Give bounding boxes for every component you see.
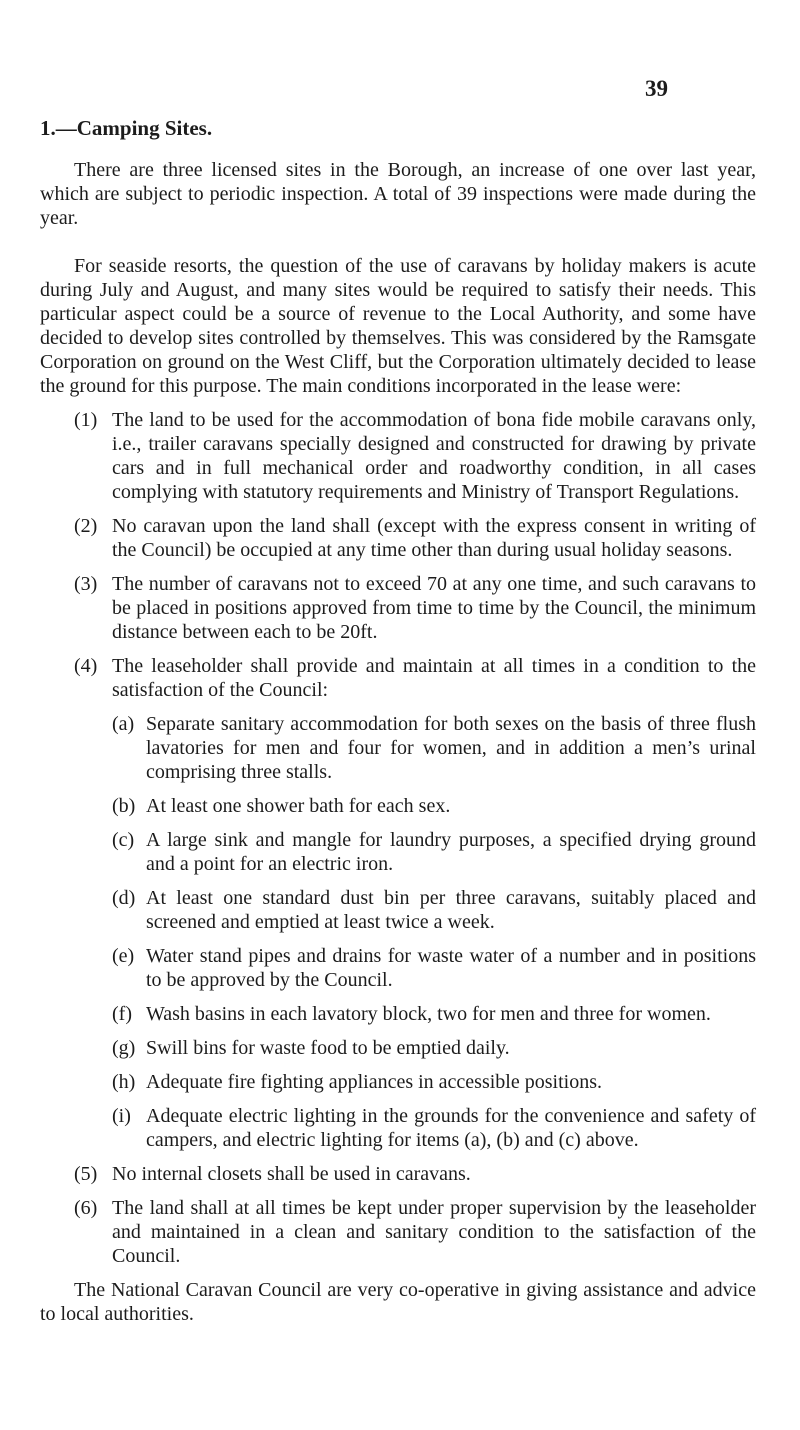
- sub-condition-text: Separate sanitary accommodation for both sexes on the basis of three flush lavatories for men and four for women, and in addition a men’s urinal comprising three stalls.: [146, 713, 756, 783]
- sub-condition-item: [112, 1002, 756, 1026]
- sub-condition-item: [112, 1070, 756, 1094]
- condition-item: [74, 514, 756, 562]
- condition-label: (5): [74, 1163, 98, 1185]
- intro-paragraph: There are three licensed sites in the Borough, an increase of one over last year, which are subject to periodic inspection. A total of 39 inspections were made during the year.: [40, 159, 756, 229]
- intro-paragraph: For seaside resorts, the question of the use of caravans by holiday makers is acute during July and August, and many sites would be required to satisfy their needs. This particular aspect could be a source of revenue to the Local Authority, and some have decided to develop sites controlled by themselves. This was considered by the Ramsgate Corporation on ground on the West Cliff, but the Corporation ultimately decided to lease the ground for this purpose. The main conditions incorporated in the lease were:: [40, 255, 756, 397]
- sub-condition-item: [112, 1104, 756, 1152]
- sub-condition-label: (h): [112, 1071, 136, 1093]
- page-number: 39: [645, 76, 668, 101]
- condition-label: (4): [74, 655, 98, 677]
- condition-label: (6): [74, 1197, 98, 1219]
- condition-text: The leaseholder shall provide and maintain at all times in a condition to the satisfaction of the Council:: [112, 655, 756, 701]
- condition-label: (2): [74, 515, 98, 537]
- sub-condition-text: A large sink and mangle for laundry purposes, a specified drying ground and a point for an electric iron.: [146, 829, 756, 875]
- condition-text: The land shall at all times be kept under proper supervision by the leaseholder and maintained in a clean and sanitary condition to the satisfaction of the Council.: [112, 1197, 756, 1267]
- sub-condition-label: (i): [112, 1105, 131, 1127]
- sub-condition-item: [112, 886, 756, 934]
- sub-condition-label: (a): [112, 713, 135, 735]
- condition-item: [74, 654, 756, 702]
- condition-text: The number of caravans not to exceed 70 at any one time, and such caravans to be placed in positions approved from time to time by the Council, the minimum distance between each to be 20ft.: [112, 573, 756, 643]
- condition-item: [74, 408, 756, 504]
- sub-condition-text: Water stand pipes and drains for waste water of a number and in positions to be approved by the Council.: [146, 945, 756, 991]
- sub-condition-label: (b): [112, 795, 136, 817]
- condition-text: The land to be used for the accommodation of bona fide mobile caravans only, i.e., trailer caravans specially designed and constructed for drawing by private cars and in full mechanical order and roadworthy condition, in all cases complying with statutory requirements and Ministry of Transport Regulations.: [112, 409, 756, 503]
- condition-label: (3): [74, 573, 98, 595]
- condition-item: [74, 1196, 756, 1268]
- section-heading: 1.—Camping Sites.: [40, 116, 213, 140]
- sub-condition-label: (e): [112, 945, 135, 967]
- condition-text: No internal closets shall be used in caravans.: [112, 1163, 471, 1185]
- sub-condition-label: (c): [112, 829, 135, 851]
- sub-condition-label: (g): [112, 1037, 136, 1059]
- sub-condition-label: (f): [112, 1003, 132, 1025]
- sub-condition-text: At least one shower bath for each sex.: [146, 795, 451, 817]
- condition-text: No caravan upon the land shall (except with the express consent in writing of the Council) be occupied at any time other than during usual holiday seasons.: [112, 515, 756, 561]
- sub-condition-text: Adequate electric lighting in the grounds for the convenience and safety of campers, and electric lighting for items (a), (b) and (c) above.: [146, 1105, 756, 1151]
- sub-condition-item: [112, 794, 756, 818]
- sub-condition-label: (d): [112, 887, 136, 909]
- sub-condition-text: At least one standard dust bin per three caravans, suitably placed and screened and emptied at least twice a week.: [146, 887, 756, 933]
- sub-condition-text: Wash basins in each lavatory block, two for men and three for women.: [146, 1003, 711, 1025]
- sub-condition-item: [112, 712, 756, 784]
- condition-item: [74, 1162, 756, 1186]
- sub-condition-item: [112, 944, 756, 992]
- closing-paragraph: The National Caravan Council are very co-operative in giving assistance and advice to local authorities.: [40, 1279, 756, 1325]
- condition-label: (1): [74, 409, 98, 431]
- sub-condition-text: Adequate fire fighting appliances in accessible positions.: [146, 1071, 602, 1093]
- sub-condition-item: [112, 828, 756, 876]
- sub-condition-text: Swill bins for waste food to be emptied daily.: [146, 1037, 510, 1059]
- condition-item: [74, 572, 756, 644]
- sub-condition-item: [112, 1036, 756, 1060]
